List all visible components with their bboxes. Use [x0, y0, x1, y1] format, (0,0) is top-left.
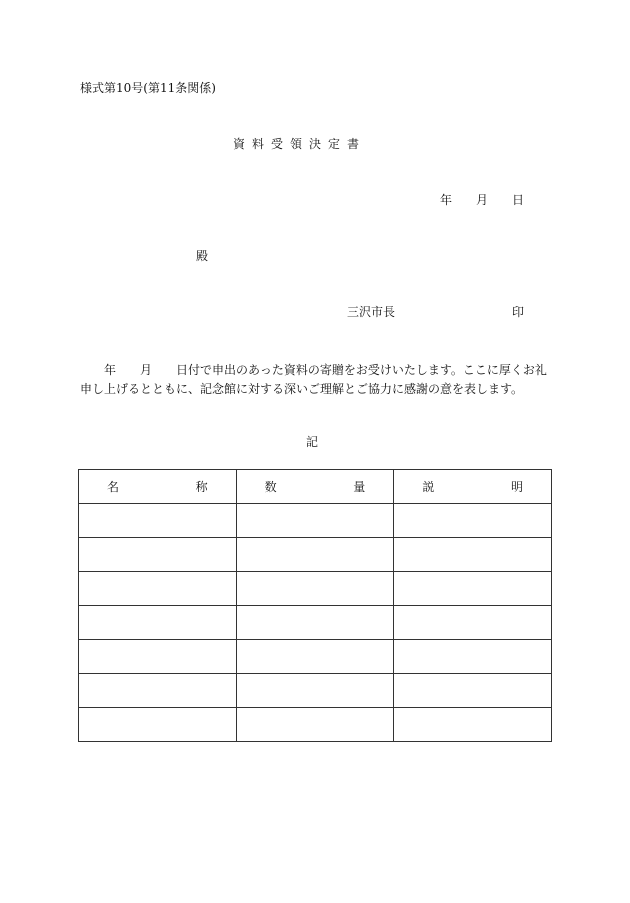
table-body	[79, 504, 552, 742]
table-cell[interactable]	[394, 640, 552, 674]
header-description-right: 明	[510, 480, 523, 494]
table-row	[79, 674, 552, 708]
date-day-label: 日	[512, 193, 525, 207]
header-quantity	[236, 470, 394, 504]
date-month-label: 月	[476, 193, 489, 207]
table-cell[interactable]	[236, 708, 394, 742]
table-cell[interactable]	[79, 640, 237, 674]
items-table	[78, 469, 552, 742]
ki-heading: 記	[306, 435, 319, 449]
form-number: 様式第10号(第11条関係)	[80, 81, 216, 95]
table-cell[interactable]	[79, 606, 237, 640]
addressee-suffix: 殿	[196, 249, 209, 263]
table-row	[79, 538, 552, 572]
table-cell[interactable]	[79, 572, 237, 606]
header-quantity-right: 量	[353, 480, 366, 494]
table-cell[interactable]	[394, 504, 552, 538]
body-text	[80, 361, 560, 399]
table-cell[interactable]	[79, 708, 237, 742]
table-row	[79, 708, 552, 742]
table-cell[interactable]	[394, 538, 552, 572]
table-cell[interactable]	[79, 674, 237, 708]
table-cell[interactable]	[394, 606, 552, 640]
table-cell[interactable]	[79, 538, 237, 572]
table-cell[interactable]	[236, 538, 394, 572]
table-cell[interactable]	[236, 674, 394, 708]
table-cell[interactable]	[236, 606, 394, 640]
header-name-right: 称	[195, 480, 208, 494]
header-quantity-left: 数	[264, 480, 277, 494]
header-description-left: 説	[422, 480, 435, 494]
table-row	[79, 640, 552, 674]
table-cell[interactable]	[236, 572, 394, 606]
header-name	[79, 470, 237, 504]
body-line-1: 年 月 日付で申出のあった資料の寄贈をお受けいたします。ここに厚くお礼	[80, 363, 547, 377]
table-cell[interactable]	[394, 572, 552, 606]
table-cell[interactable]	[236, 640, 394, 674]
seal-mark: 印	[512, 305, 525, 319]
table-cell[interactable]	[79, 504, 237, 538]
table-cell[interactable]	[394, 674, 552, 708]
header-description	[394, 470, 552, 504]
table-cell[interactable]	[236, 504, 394, 538]
table-row	[79, 606, 552, 640]
body-line-2: 申し上げるとともに、記念館に対する深いご理解とご協力に感謝の意を表します。	[80, 382, 524, 396]
issuer-name: 三沢市長	[347, 305, 396, 319]
header-name-left: 名	[107, 480, 120, 494]
document-title: 資料受領決定書	[233, 137, 367, 151]
table-row	[79, 504, 552, 538]
date-year-label: 年	[440, 193, 453, 207]
table-header-row	[79, 470, 552, 504]
table-row	[79, 572, 552, 606]
table-cell[interactable]	[394, 708, 552, 742]
